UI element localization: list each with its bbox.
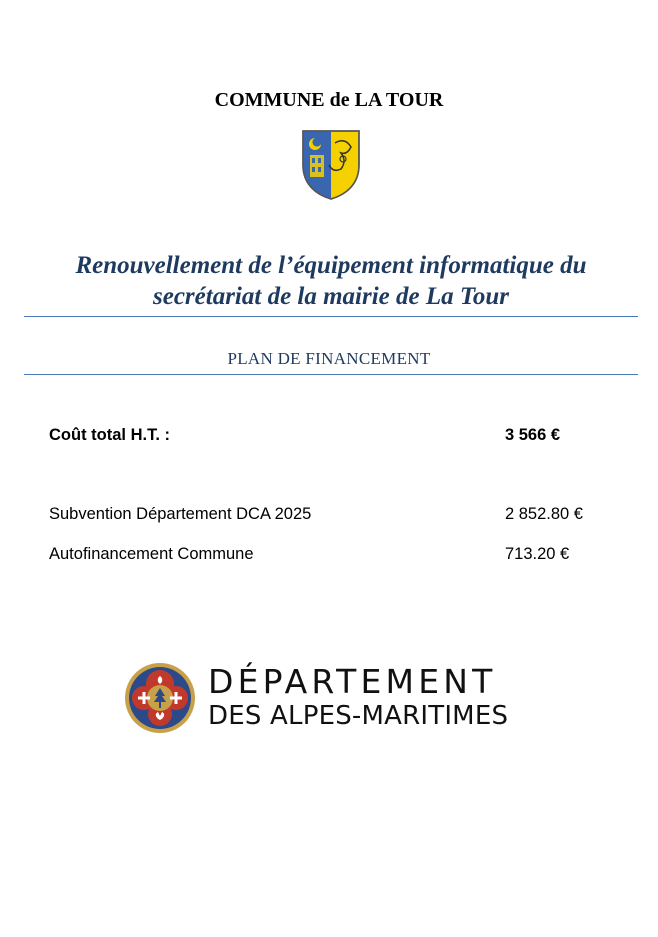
department-emblem-icon: [124, 662, 196, 734]
commune-crest-icon: [301, 129, 361, 201]
financing-label: Autofinancement Commune: [49, 545, 254, 563]
document-title-line1: Renouvellement de l’équipement informatique du: [75, 252, 587, 279]
department-name-line1: DÉPARTEMENT: [208, 662, 497, 701]
total-cost-label: Coût total H.T. :: [49, 426, 170, 444]
commune-title: COMMUNE de LA TOUR: [214, 89, 444, 111]
financing-value: 713.20 €: [505, 545, 570, 563]
divider-bottom: [24, 374, 638, 375]
document-title-line2: secrétariat de la mairie de La Tour: [153, 283, 509, 310]
department-name: [208, 663, 508, 732]
document-title: [24, 250, 638, 312]
department-name-line2: DES ALPES-MARITIMES: [208, 701, 509, 731]
divider-top: [24, 316, 638, 317]
section-title: PLAN DE FINANCEMENT: [227, 349, 431, 368]
total-cost-value: 3 566 €: [505, 426, 561, 444]
financing-label: Subvention Département DCA 2025: [49, 505, 312, 523]
financing-value: 2 852.80 €: [505, 505, 583, 523]
